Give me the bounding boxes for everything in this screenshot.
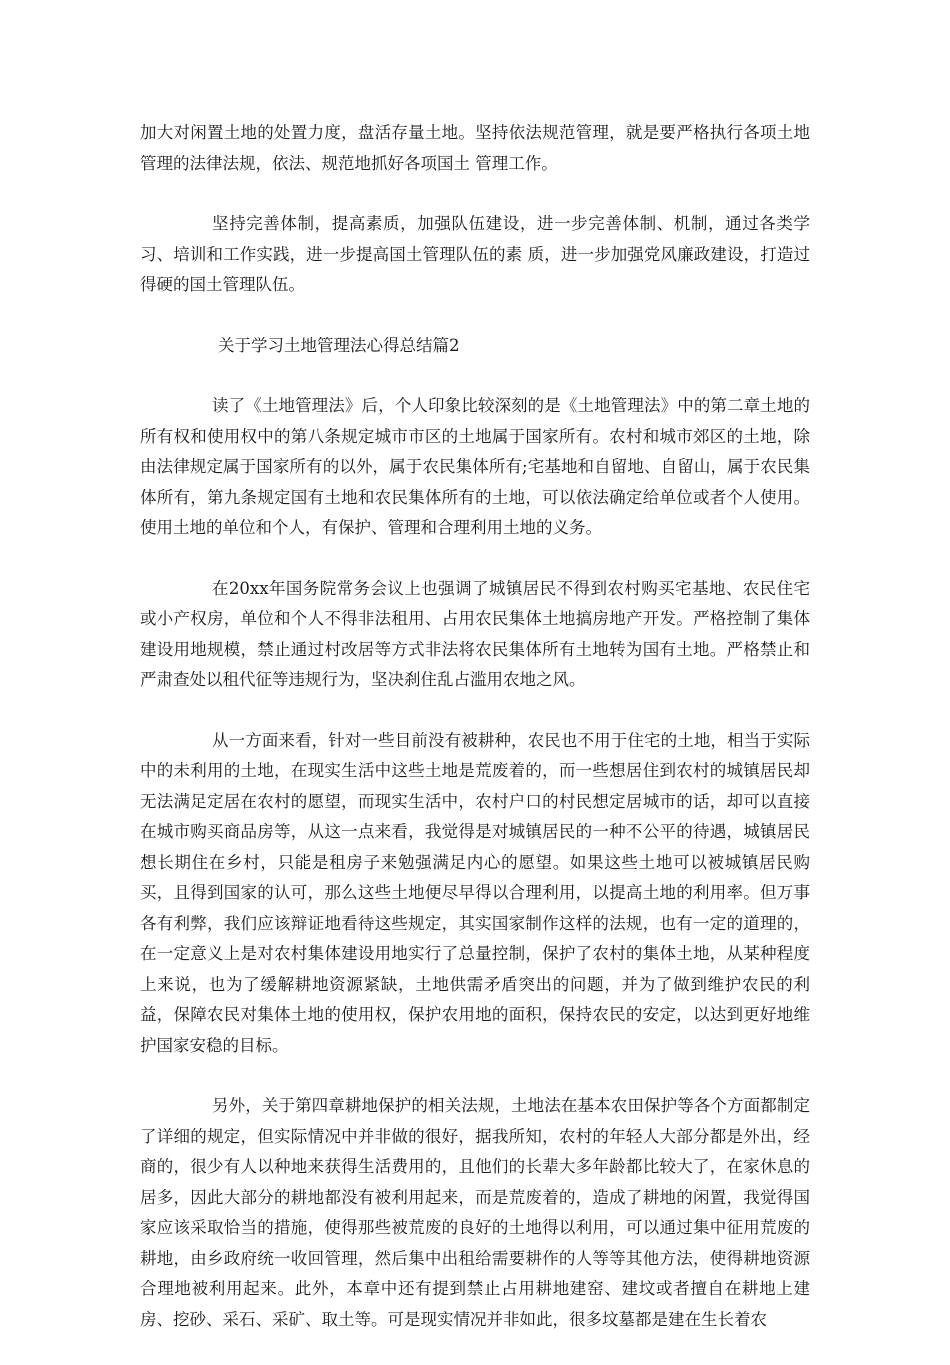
section-title: 关于学习土地管理法心得总结篇2	[218, 335, 460, 355]
section-paragraph-1: 读了《土地管理法》后，个人印象比较深刻的是《土地管理法》中的第二章土地的所有权和使用权中的第八条规定城市市区的土地属于国家所有。农村和城市郊区的土地，除由法律规定属于国家所有的以外，属于农民集体所有;宅基地和自留地、自留山，属于农民集体所有，第九条规定国有土地和农民集体所有的土地，可以依法确定给单位或者个人使用。使用土地的单位和个人，有保护、管理和合理利用土地的义务。	[140, 396, 810, 537]
body-paragraph-1: 加大对闲置土地的处置力度，盘活存量土地。坚持依法规范管理，就是要严格执行各项土地管理的法律法规，依法、规范地抓好各项国土 管理工作。	[140, 123, 810, 173]
section-paragraph-4: 另外，关于第四章耕地保护的相关法规，土地法在基本农田保护等各个方面都制定了详细的规定，但实际情况中并非做的很好，据我所知，农村的年轻人大部分都是外出，经商的，很少有人以种地来获得生活费用的，且他们的长辈大多年龄都比较大了，在家休息的居多，因此大部分的耕地都没有被利用起来，而是荒废着的，造成了耕地的闲置，我觉得国家应该采取恰当的措施，使得那些被荒废的良好的土地得以利用，可以通过集中征用荒废的耕地，由乡政府统一收回管理，然后集中出租给需要耕作的人等等其他方法，使得耕地资源合理地被利用起来。此外，本章中还有提到禁止占用耕地建窑、建坟或者擅自在耕地上建房、挖砂、采石、采矿、取土等。可是现实情况并非如此，很多坟墓都是建在生长着农	[140, 1096, 810, 1329]
section-paragraph-3: 从一方面来看，针对一些目前没有被耕种，农民也不用于住宅的土地，相当于实际中的未利用的土地，在现实生活中这些土地是荒废着的，而一些想居住到农村的城镇居民却无法满足定居在农村的愿望，而现实生活中，农村户口的村民想定居城市的话，却可以直接在城市购买商品房等，从这一点来看，我觉得是对城镇居民的一种不公平的待遇，城镇居民想长期住在乡村，只能是租房子来勉强满足内心的愿望。如果这些土地可以被城镇居民购买，且得到国家的认可，那么这些土地便尽早得以合理利用，以提高土地的利用率。但万事各有利弊，我们应该辩证地看待这些规定，其实国家制作这样的法规，也有一定的道理的，在一定意义上是对农村集体建设用地实行了总量控制，保护了农村的集体土地，从某种程度上来说，也为了缓解耕地资源紧缺，土地供需矛盾突出的问题，并为了做到维护农民的利益，保障农民对集体土地的使用权，保护农用地的面积，保持农民的安定，以达到更好地维护国家安稳的目标。	[140, 730, 810, 1055]
section-paragraph-2: 在20xx年国务院常务会议上也强调了城镇居民不得到农村购买宅基地、农民住宅或小产权房，单位和个人不得非法租用、占用农民集体土地搞房地产开发。严格控制了集体建设用地规模，禁止通过村改居等方式非法将农民集体所有土地转为国有土地。严格禁止和严肃查处以租代征等违规行为，坚决刹住乱占滥用农地之风。	[140, 578, 810, 689]
document-body	[140, 118, 810, 1365]
body-paragraph-2: 坚持完善体制，提高素质，加强队伍建设，进一步完善体制、机制，通过各类学习、培训和工作实践，进一步提高国土管理队伍的素 质，进一步加强党风廉政建设，打造过得硬的国土管理队伍。	[140, 214, 810, 294]
